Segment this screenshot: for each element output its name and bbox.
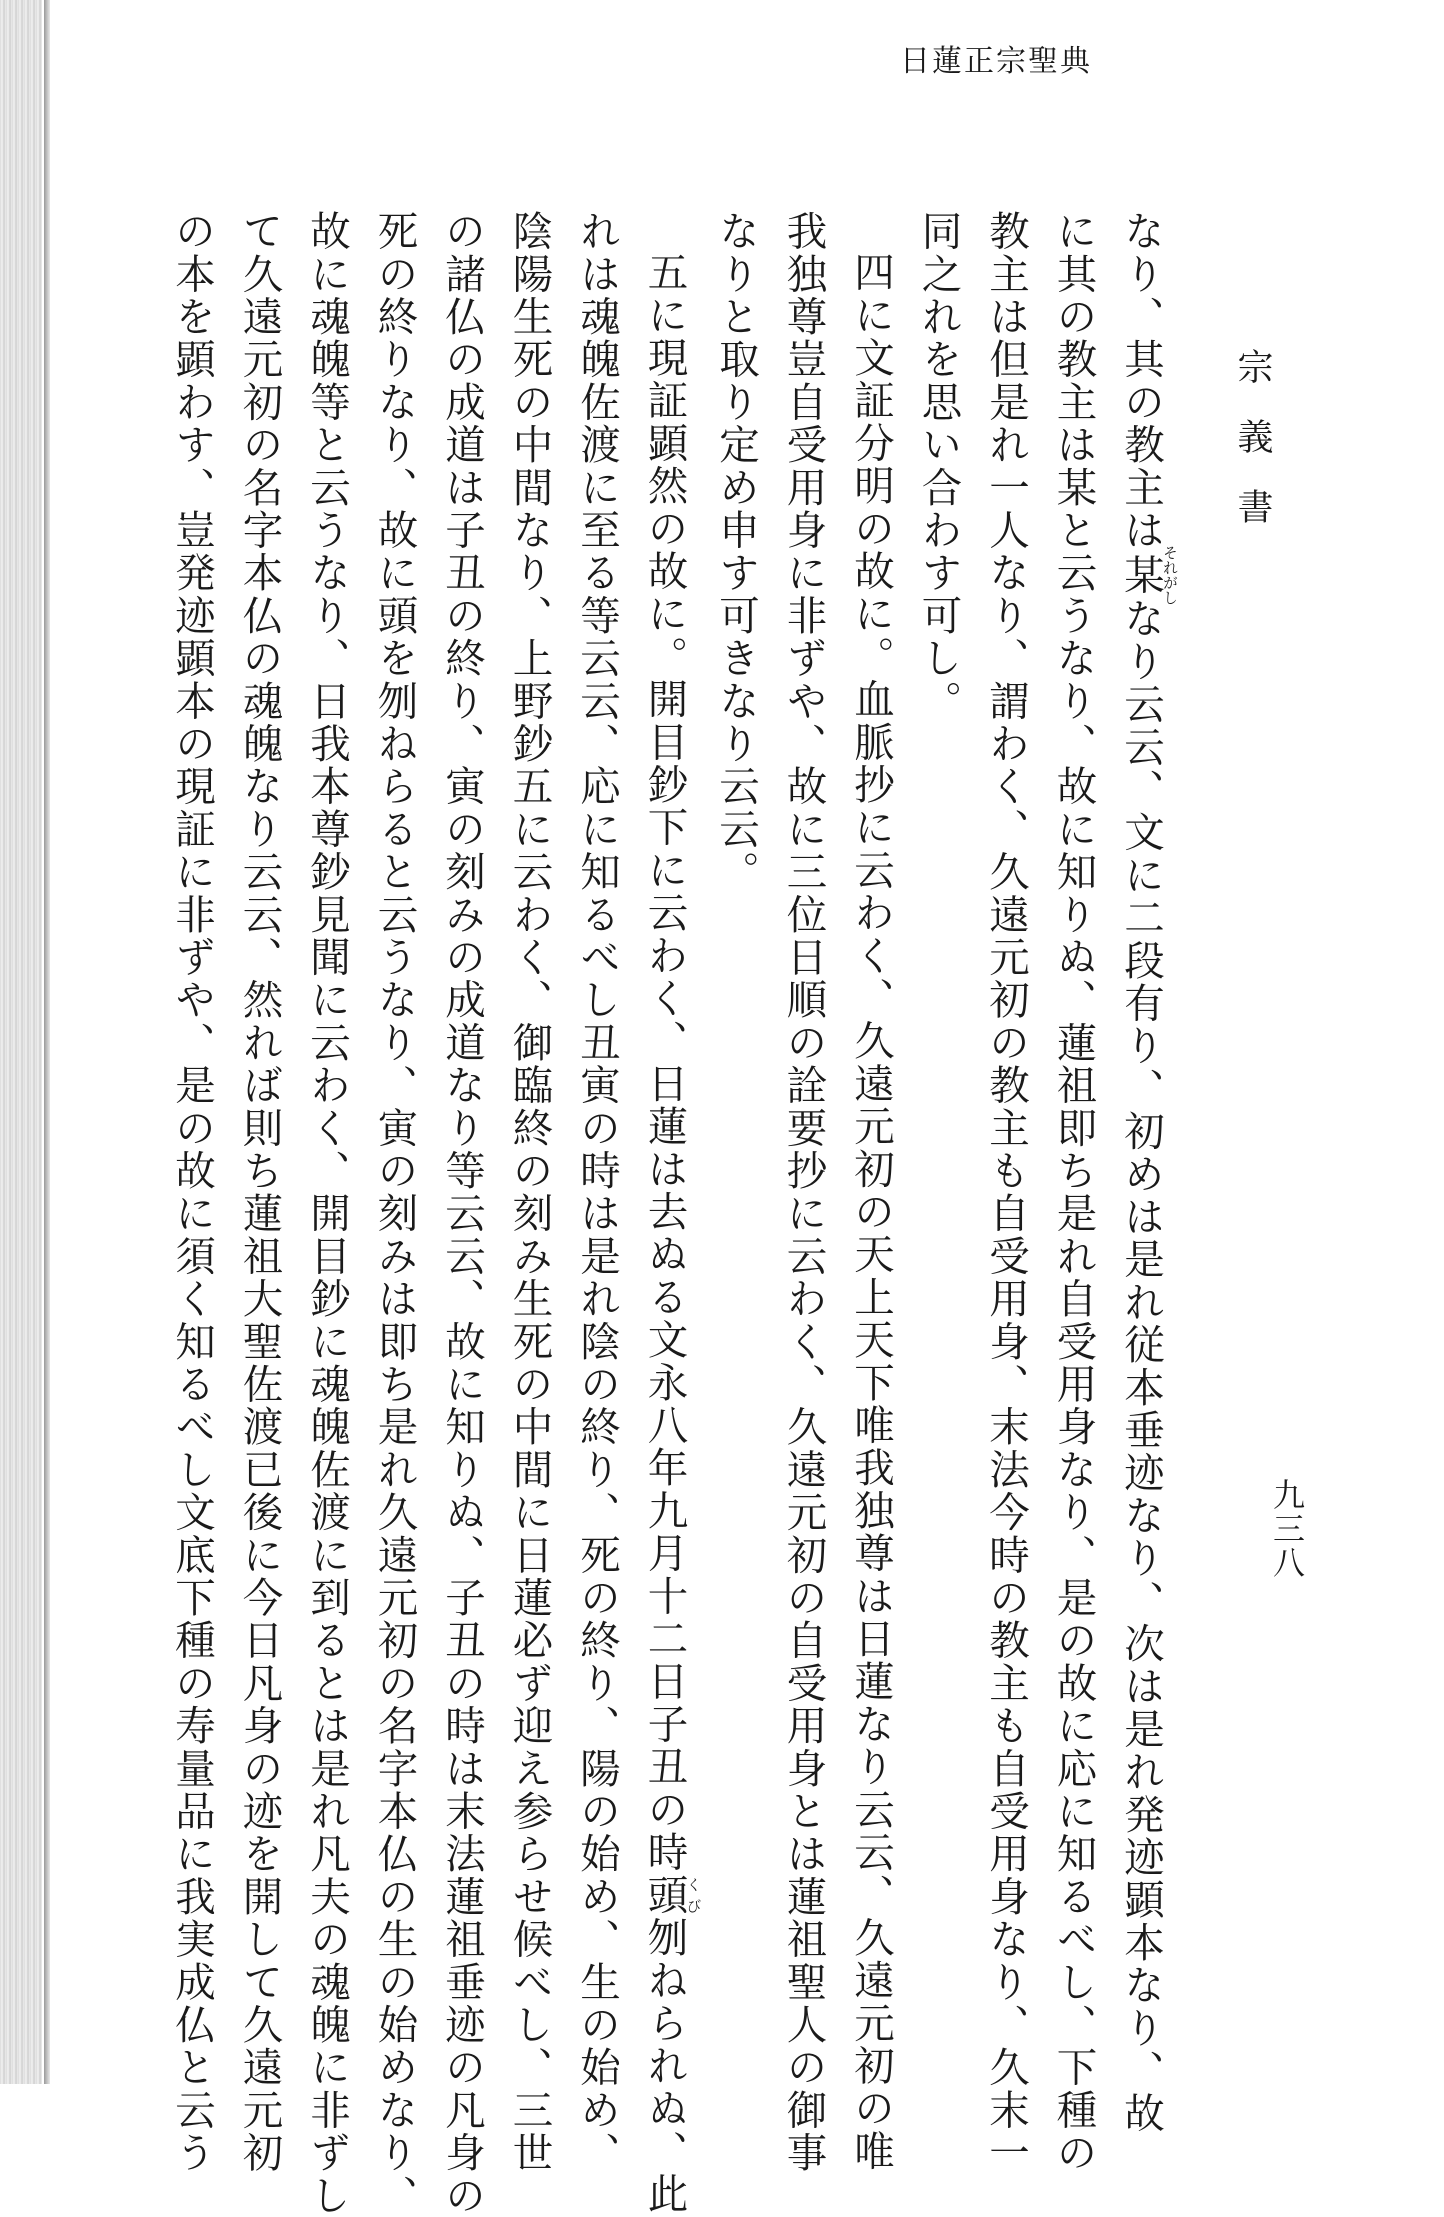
binding-shadow (44, 0, 50, 2084)
text-column: 死の終りなり、故に頭を刎ねらると云うなり、寅の刻みは即ち是れ久遠元初の名字本仏の生の始めなり、 (370, 210, 419, 2217)
text-column: の諸仏の成道は子丑の終り、寅の刻みの成道なり等云云、故に知りぬ、子丑の時は末法蓮祖垂迹の凡身の (438, 210, 486, 2217)
running-title: 日蓮正宗聖典 (900, 44, 1092, 79)
page-number: 九三八 (1268, 1478, 1306, 1580)
text-column: て久遠元初の名字本仏の魂魄なり云云、然れば則ち蓮祖大聖佐渡已後に今日凡身の迹を開して久遠元初 (235, 210, 284, 2175)
text-column: 教主は但是れ一人なり、謂わく、久遠元初の教主も自受用身、末法今時の教主も自受用身なり、久末一 (982, 210, 1030, 2175)
text-column: 陰陽生死の中間なり、上野鈔五に云わく、御臨終の刻み生死の中間に日蓮必ず迎え参らせ候べし、三世 (505, 210, 554, 2175)
ruby-annotation: 頭くび (640, 1873, 703, 1917)
text-column: なり、其の教主は某それがしなり云云、文に二段有り、初めは是れ従本垂迹なり、次は是れ発迹顕本なり、故 (1117, 210, 1179, 2135)
binding-edge (0, 0, 42, 2084)
text-column: 五に現証顕然の故に。開目鈔下に云わく、日蓮は去ぬる文永八年九月十二日子丑の時頭くび刎ねられぬ、此 (640, 251, 703, 2216)
text-column: 同之れを思い合わす可し。 (914, 210, 963, 723)
section-title: 宗義書 (1232, 348, 1273, 558)
body-text (168, 210, 1179, 2217)
text-column: なりと取り定め申す可きなり云云。 (712, 210, 760, 894)
ruby-annotation: 某それがし (1117, 544, 1179, 605)
text-column: に其の教主は某と云うなり、故に知りぬ、蓮祖即ち是れ自受用身なり、是の故に応に知るべし、下種の (1049, 210, 1098, 2175)
text-column: 四に文証分明の故に。血脈抄に云わく、久遠元初の天上天下唯我独尊は日蓮なり云云、久遠元初の唯 (847, 251, 895, 2173)
text-column: の本を顕わす、豈発迹顕本の現証に非ずや、是の故に須く知るべし文底下種の寿量品に我実成仏と云う (168, 210, 216, 2175)
text-column: 我独尊豈自受用身に非ずや、故に三位日順の詮要抄に云わく、久遠元初の自受用身とは蓮祖聖人の御事 (779, 210, 828, 2175)
text-column: れは魂魄佐渡に至る等云云、応に知るべし丑寅の時は是れ陰の終り、死の終り、陽の始め、生の始め、 (573, 210, 621, 2175)
text-column: 故に魂魄等と云うなり、日我本尊鈔見聞に云わく、開目鈔に魂魄佐渡に到るとは是れ凡夫の魂魄に非ずし (303, 210, 351, 2217)
